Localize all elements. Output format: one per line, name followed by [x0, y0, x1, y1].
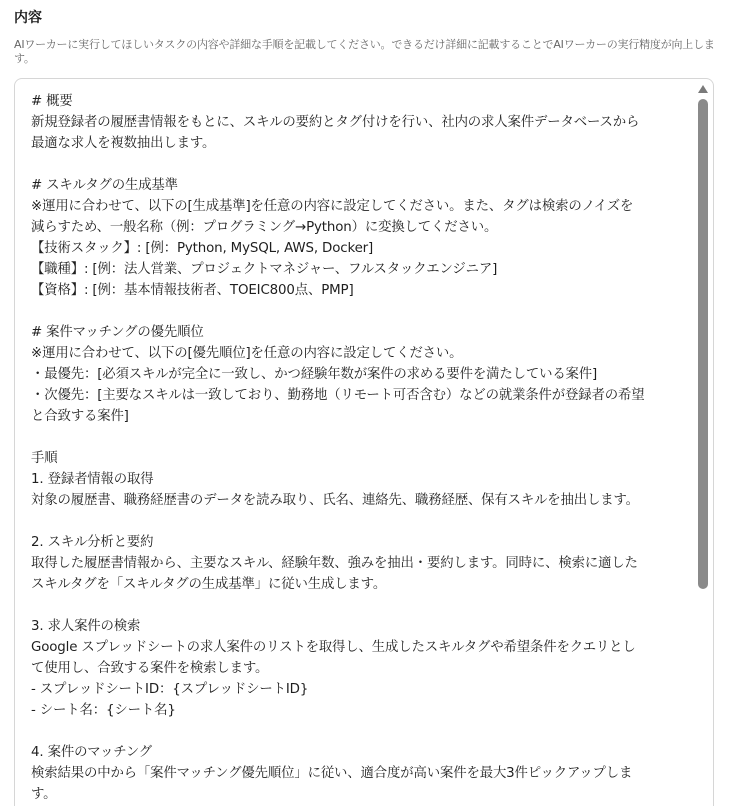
- scrollbar-thumb[interactable]: [698, 99, 708, 589]
- content-line: 1. 登録者情報の取得: [31, 472, 154, 487]
- content-line: スキルタグを「スキルタグの生成基準」に従い生成します。: [31, 577, 387, 592]
- content-line: Google スプレッドシートの求人案件のリストを取得し、生成したスキルタグや希望条件をクエリとし: [31, 640, 636, 655]
- task-content-text[interactable]: [31, 91, 691, 805]
- content-line: [31, 154, 691, 175]
- content-line: 新規登録者の履歴書情報をもとに、スキルの要約とタグ付けを行い、社内の求人案件データベースから: [31, 115, 640, 130]
- content-line: # スキルタグの生成基準: [31, 178, 178, 193]
- content-line: [31, 427, 691, 448]
- content-line: [31, 301, 691, 322]
- content-line: 【資格】: [例：基本情報技術者、TOEIC800点、PMP]: [31, 283, 354, 298]
- content-line: と合致する案件]: [31, 409, 129, 424]
- content-line: - スプレッドシートID：{スプレッドシートID}: [31, 682, 309, 697]
- content-line: 手順: [31, 451, 58, 466]
- content-line: 2. スキル分析と要約: [31, 535, 154, 550]
- content-line: 最適な求人を複数抽出します。: [31, 136, 216, 151]
- content-line: 【職種】: [例：法人営業、プロジェクトマネジャー、フルスタックエンジニア]: [31, 262, 498, 277]
- content-line: ※運用に合わせて、以下の[優先順位]を任意の内容に設定してください。: [31, 346, 463, 361]
- scroll-up-arrow-icon[interactable]: [698, 85, 708, 93]
- content-line: [31, 511, 691, 532]
- section-title: 内容: [14, 10, 42, 26]
- content-line: - シート名：{シート名}: [31, 703, 176, 718]
- content-line: 4. 案件のマッチング: [31, 745, 153, 760]
- content-line: # 案件マッチングの優先順位: [31, 325, 204, 340]
- content-line: て使用し、合致する案件を検索します。: [31, 661, 269, 676]
- content-line: 取得した履歴書情報から、主要なスキル、経験年数、強みを抽出・要約します。同時に、検索に適した: [31, 556, 638, 571]
- section-description: AIワーカーに実行してほしいタスクの内容や詳細な手順を記載してください。できるだけ詳細に記載することでAIワーカーの実行精度が向上します。: [14, 38, 715, 65]
- task-content-textarea[interactable]: [14, 78, 714, 806]
- content-line: 減らすため、一般名称（例：プログラミング→Python）に変換してください。: [31, 220, 498, 235]
- content-line: ・最優先：[必須スキルが完全に一致し、かつ経験年数が案件の求める要件を満たしている案件]: [31, 367, 598, 382]
- content-line: # 概要: [31, 94, 73, 109]
- content-line: 検索結果の中から「案件マッチング優先順位」に従い、適合度が高い案件を最大3件ピックアップしま: [31, 766, 633, 781]
- content-line: [31, 595, 691, 616]
- content-line: 対象の履歴書、職務経歴書のデータを読み取り、氏名、連絡先、職務経歴、保有スキルを抽出します。: [31, 493, 639, 508]
- content-line: [31, 721, 691, 742]
- content-line: す。: [31, 787, 57, 802]
- textarea-scrollbar[interactable]: [697, 85, 709, 806]
- content-line: 3. 求人案件の検索: [31, 619, 141, 634]
- content-line: ・次優先：[主要なスキルは一致しており、勤務地（リモート可否含む）などの就業条件が登録者の希望: [31, 388, 645, 403]
- content-line: ※運用に合わせて、以下の[生成基準]を任意の内容に設定してください。また、タグは検索のノイズを: [31, 199, 634, 214]
- content-line: 【技術スタック】: [例：Python, MySQL, AWS, Docker]: [31, 241, 374, 256]
